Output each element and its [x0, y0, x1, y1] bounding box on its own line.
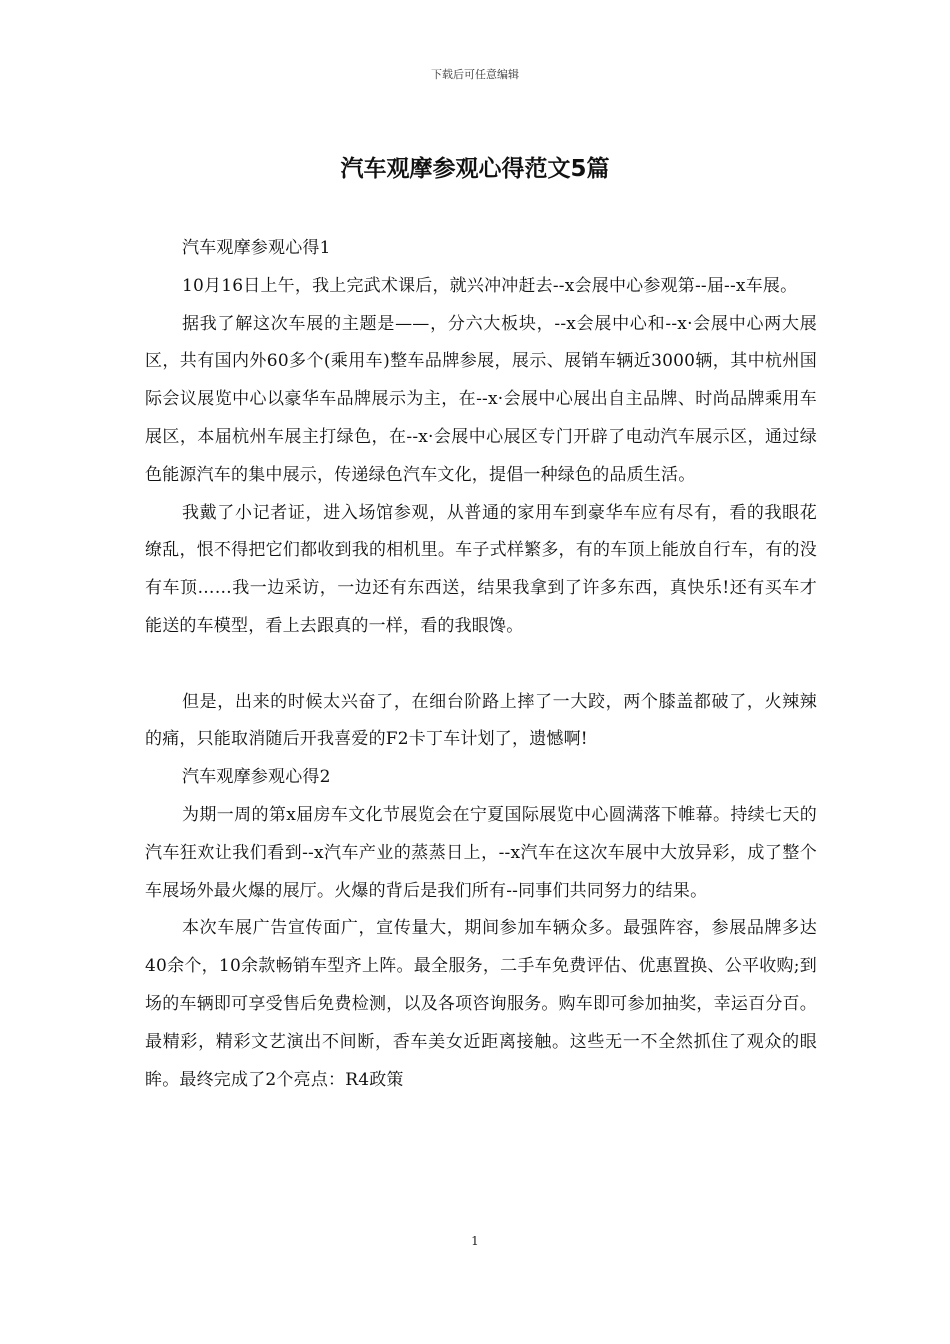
paragraph: 为期一周的第x届房车文化节展览会在宁夏国际展览中心圆满落下帷幕。持续七天的汽车狂欢让我们看到--x汽车产业的蒸蒸日上，--x汽车在这次车展中大放异彩，成了整个车展场外最火爆的展厅。火爆的背后是我们所有--同事们共同努力的结果。: [145, 804, 817, 901]
section-heading-1: 汽车观摩参观心得1: [182, 238, 331, 258]
document-title: 汽车观摩参观心得范文5篇: [340, 156, 610, 182]
document-body: [145, 230, 817, 1099]
section-heading-2: 汽车观摩参观心得2: [182, 767, 331, 788]
page-header-note: 下载后可任意编辑: [431, 68, 519, 81]
page-number: 1: [471, 1234, 479, 1248]
paragraph: 但是，出来的时候太兴奋了，在细台阶路上摔了一大跤，两个膝盖都破了，火辣辣的痛，只能取消随后开我喜爱的F2卡丁车计划了，遗憾啊!: [145, 691, 817, 750]
paragraph: 10月16日上午，我上完武术课后，就兴冲冲赶去--x会展中心参观第--届--x车展。: [182, 275, 798, 296]
paragraph: 本次车展广告宣传面广，宣传量大，期间参加车辆众多。最强阵容，参展品牌多达40余个，10余款畅销车型齐上阵。最全服务，二手车免费评估、优惠置换、公平收购;到场的车辆即可享受售后免费检测，以及各项咨询服务。购车即可参加抽奖，幸运百分百。最精彩，精彩文艺演出不间断，香车美女近距离接触。这些无一不全然抓住了观众的眼眸。最终完成了2个亮点：R4政策: [145, 918, 817, 1090]
paragraph: 据我了解这次车展的主题是——，分六大板块，--x会展中心和--x·会展中心两大展区，共有国内外60多个(乘用车)整车品牌参展，展示、展销车辆近3000辆，其中杭州国际会议展览中心以豪华车品牌展示为主，在--x·会展中心展出自主品牌、时尚品牌乘用车展区，本届杭州车展主打绿色，在--x·会展中心展区专门开辟了电动汽车展示区，通过绿色能源汽车的集中展示，传递绿色汽车文化，提倡一种绿色的品质生活。: [145, 313, 817, 485]
paragraph: 我戴了小记者证，进入场馆参观，从普通的家用车到豪华车应有尽有，看的我眼花缭乱，恨不得把它们都收到我的相机里。车子式样繁多，有的车顶上能放自行车，有的没有车顶……我一边采访，一边还有东西送，结果我拿到了许多东西，真快乐!还有买车才能送的车模型，看上去跟真的一样，看的我眼馋。: [145, 502, 817, 636]
